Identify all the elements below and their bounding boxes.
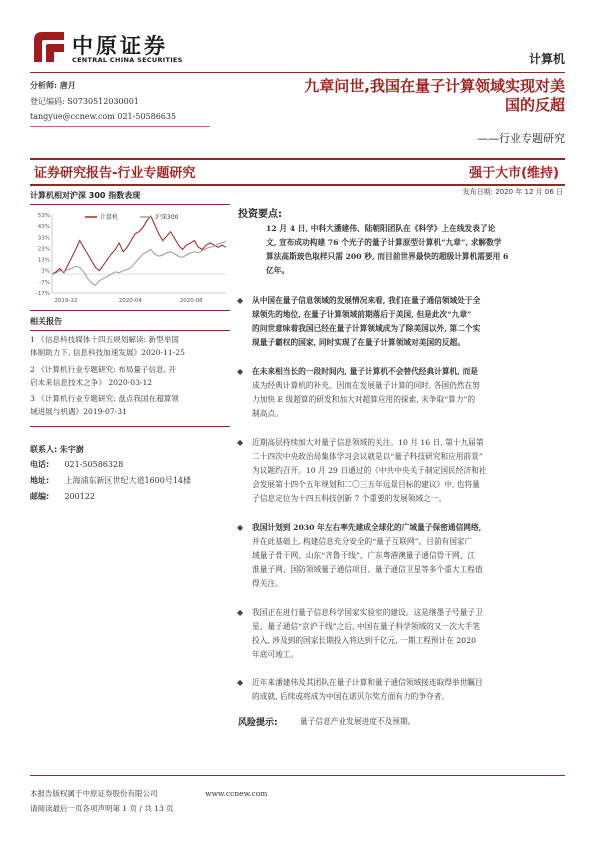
paragraph-line: 会发展第十四个五年规划和二〇三五年远景目标的建议》中, 也将量: [252, 480, 480, 489]
related-report-line: 体制助力下, 信息科技加速发展》2020-11-25: [30, 348, 185, 357]
paragraph-line: 的问世意味着我国已经在量子计算领域成为了除美国以外, 第二个实: [252, 324, 481, 333]
industry-label: 计算机: [528, 52, 565, 66]
related-heading: 相关报告: [30, 317, 62, 326]
highlight-paragraph: [252, 606, 564, 662]
y-tick-label: 23%: [37, 246, 50, 253]
contact-zip-label: 邮编:: [30, 492, 50, 501]
paragraph-line: 投入, 涉及到的国家长期投入将达到千亿元, 一期工程预计在 2020: [252, 636, 476, 645]
report-subtitle: ——行业专题研究: [477, 132, 565, 145]
paragraph-line: 得关注。: [252, 579, 283, 588]
contact-phone-value: 021-50586328: [64, 460, 124, 469]
contact-address-value: 上海浦东新区世纪大道1600号14楼: [64, 476, 192, 485]
analyst-rule: [30, 126, 210, 127]
y-tick-label: 3%: [41, 268, 50, 275]
bullet-diamond-icon: ◆: [237, 367, 244, 376]
intro-paragraph: [252, 222, 564, 278]
footer-disclaimer: 请阅读最后一页各项声明第 1 页 / 共 13 页: [30, 804, 174, 813]
paragraph-line: 近年来潘建伟及其团队在量子计算和量子通信领域接连取得举世瞩目: [252, 678, 483, 687]
related-rule: [30, 330, 230, 331]
paragraph-line: 年底可竣工。: [252, 650, 299, 659]
paragraph-line: 我国正在进行量子信息科学国家实验室的建设。这是继墨子号量子卫: [252, 608, 483, 617]
logo-chinese-name: 中原证券: [72, 34, 168, 58]
risk-label: 风险提示:: [238, 718, 278, 728]
analyst-name: 分析师: 唐月: [30, 80, 76, 90]
paragraph-line: 力加快 E 级超算的研发和加大对超算应用的探索, 未争取“算力”的: [252, 395, 476, 404]
x-tick-label: 2020-08: [179, 298, 203, 304]
bullet-diamond-icon: ◆: [237, 678, 244, 687]
contact-person: [30, 443, 84, 456]
paragraph-line: 子信息定位为十四五科技创新 7 个重要的发展领域之一。: [252, 494, 447, 503]
contact-phone-label: 电话:: [30, 460, 50, 469]
y-tick-label: -7%: [39, 279, 50, 286]
paragraph-line: 并在此基础上, 构建信息充分安全的“量子互联网”。目前有国家广: [252, 537, 473, 546]
paragraph-line: 成为经典计算机的补充。因而在发展量子计算的同时, 各国仍然在努: [252, 381, 480, 390]
legend-label: 计算机: [100, 214, 119, 221]
intro-line: 算法高斯玻色取样只需 200 秒, 而目前世界最快的超级计算机需要用 6: [266, 252, 509, 261]
highlight-paragraph: [252, 436, 564, 506]
intro-line: 12 月 4 日, 中科大潘建伟、陆朝阳团队在《科学》上在线发表了论: [266, 224, 496, 233]
related-report-item[interactable]: [30, 363, 230, 389]
contact-address-label: 地址:: [30, 476, 50, 485]
banner-rating: 强于大市(维持): [469, 166, 559, 181]
paragraph-line: 淮量子网、国防领域量子通信项目、量子通信卫星等多个重大工程值: [252, 565, 483, 574]
chart-section-title: 计算机相对沪深 300 指数表现: [30, 191, 141, 200]
company-logo: [30, 28, 68, 66]
related-report-item[interactable]: [30, 392, 230, 418]
series-line-computer: [52, 216, 226, 274]
investment-highlights-heading: 投资要点:: [238, 209, 282, 220]
intro-line: 亿年。: [266, 266, 290, 275]
paragraph-line: 近期高层持续加大对量子信息领域的关注。10 月 16 日, 第十九届第: [252, 438, 484, 447]
paragraph-line: 星、量子通信“京沪干线”之后, 中国在量子科学领域的又一次大手笔: [252, 622, 480, 631]
bullet-diamond-icon: ◆: [237, 296, 244, 305]
related-report-line: 启未来信息技术之争》 2020-03-12: [30, 378, 153, 387]
y-tick-label: 43%: [37, 224, 50, 231]
paragraph-line: 制高点。: [252, 409, 283, 418]
y-tick-label: 53%: [37, 213, 50, 219]
related-bottom-rule: [30, 426, 230, 427]
paragraph-line: 的成就, 后续或将成为中国在诺贝尔奖方面有力的争夺者。: [252, 692, 450, 701]
logo-english-name: CENTRAL CHINA SECURITIES: [72, 56, 183, 64]
contact-person-value: 朱宇澍: [59, 445, 84, 454]
paragraph-line: 在未来相当长的一段时间内, 量子计算机不会替代经典计算机, 而是: [252, 367, 478, 376]
contact-person-label: 联系人:: [30, 445, 58, 454]
analyst-contact: tangyue@ccnew.com 021-50586635: [30, 112, 177, 121]
bullet-diamond-icon: ◆: [237, 438, 244, 447]
bullet-diamond-icon: ◆: [237, 523, 244, 532]
highlight-paragraph: [252, 521, 564, 591]
banner-report-type: 证券研究报告-行业专题研究: [34, 166, 196, 181]
footer-copyright: 本报告版权属于中原证券股份有限公司 www.ccnew.com: [30, 789, 268, 798]
analyst-license: 登记编码: S0730512030001: [30, 97, 139, 106]
highlight-paragraph: [252, 676, 564, 704]
chart-section-rule: [30, 204, 230, 205]
contact-zip-value: 200122: [64, 492, 96, 501]
bullet-diamond-icon: ◆: [237, 608, 244, 617]
highlight-paragraph: [252, 365, 564, 421]
paragraph-line: 从中国在量子信息领域的发展情况来看, 我们在量子通信领域处于全: [252, 296, 481, 305]
related-report-line: 2 《计算机行业专题研究: 布局量子信息, 开: [30, 365, 177, 374]
highlight-paragraph: [252, 294, 564, 350]
y-tick-label: -17%: [35, 291, 50, 297]
x-tick-label: 2020-04: [118, 298, 142, 304]
paragraph-line: 二十四次中央政治局集体学习会议就是以“量子科技研究和应用前景”: [252, 452, 483, 461]
footer-rule: [30, 775, 565, 776]
publish-date: 发布日期: 2020 年 12 月 06 日: [462, 188, 563, 196]
paragraph-line: 我国计划到 2030 年左右率先建成全球化的广域量子保密通信网络,: [252, 523, 482, 532]
x-tick-label: 2019-12: [54, 298, 78, 304]
header-rule: [30, 72, 565, 73]
risk-text: 量子信息产业发展进度不及预期。: [300, 717, 416, 726]
contact-zip: [30, 490, 95, 503]
performance-chart: [30, 207, 230, 307]
intro-line: 文, 宣布成功构建 76 个光子的量子计算原型计算机“九章”, 求解数学: [266, 238, 502, 247]
legend-label: 沪深300: [155, 214, 179, 221]
chart-bottom-rule: [30, 310, 230, 311]
related-report-line: 域进展与机遇》2019-07-31: [30, 407, 127, 416]
paragraph-line: 域量子骨干网、山东“齐鲁干线”、广东粤港澳量子通信骨干网、江: [252, 551, 476, 560]
report-title-line1: 九章问世,我国在量子计算领域实现对美: [304, 77, 565, 95]
contact-phone: [30, 458, 123, 471]
contact-address: [30, 474, 191, 487]
related-report-line: 1 《信息科技媒体十四五规划解读: 新型举国: [30, 335, 179, 344]
y-tick-label: 13%: [37, 257, 50, 264]
related-report-line: 3 《计算机行业专题研究: 盘点我国在超算领: [30, 394, 179, 403]
paragraph-line: 球领先的地位, 在量子计算领域前期落后于美国, 但是此次“九章”: [252, 310, 472, 319]
y-tick-label: 33%: [37, 235, 50, 242]
paragraph-line: 为议题约召开。10 月 29 日通过的《中共中央关于制定国民经济和社: [252, 466, 487, 475]
paragraph-line: 现量子霸权的国家, 同时实现了在量子计算领域对美国的反超。: [252, 338, 465, 347]
related-report-item[interactable]: [30, 333, 230, 359]
report-title-line2: 国的反超: [504, 96, 565, 114]
report-title: [225, 77, 565, 115]
